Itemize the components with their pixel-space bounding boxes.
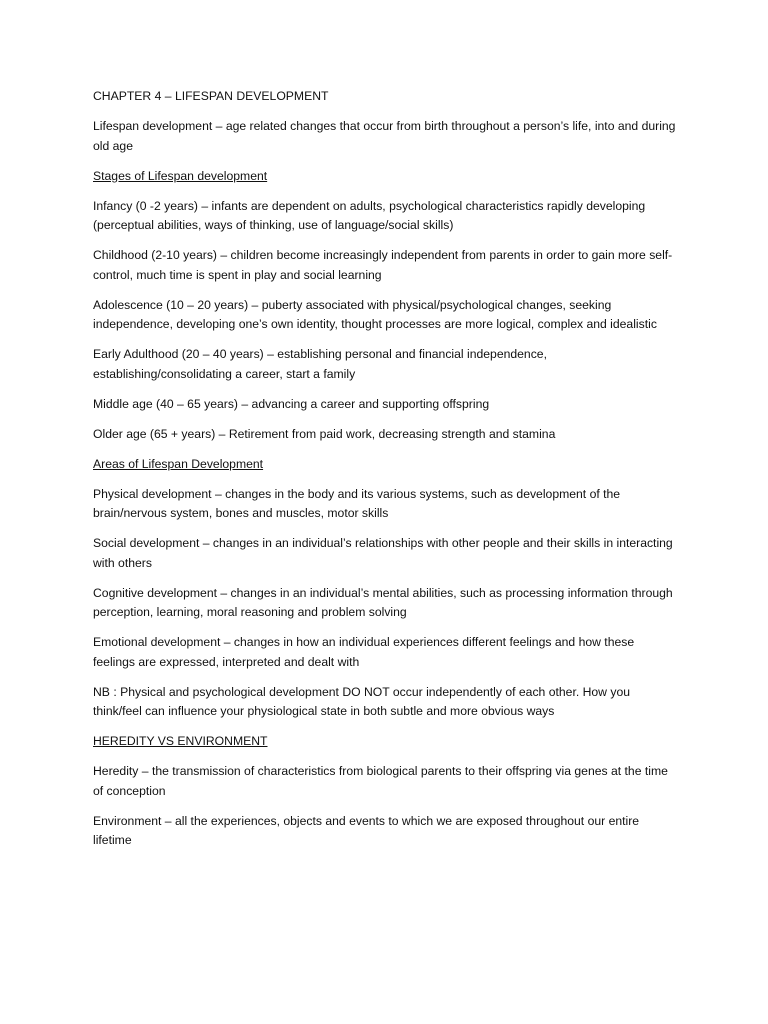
stage-term: Infancy (0 -2 years): [93, 198, 198, 213]
stage-term: Adolescence (10 – 20 years): [93, 297, 249, 312]
area-text: – changes in an individual’s relationships with other people and their skills in interacting with others: [93, 536, 673, 570]
stage-item: [93, 345, 678, 384]
area-term: Physical development: [93, 486, 212, 501]
heredity-text: – the transmission of characteristics from biological parents to their offspring via genes at the time of conception: [93, 764, 668, 798]
area-item: [93, 485, 678, 524]
nb-emphasis: DO NOT: [342, 684, 390, 699]
stage-term: Older age (65 + years): [93, 426, 216, 441]
heredity-heading: HEREDITY VS ENVIRONMENT: [93, 734, 268, 748]
stage-text: – advancing a career and supporting offspring: [237, 396, 490, 411]
stage-text: – Retirement from paid work, decreasing strength and stamina: [215, 426, 556, 441]
intro-definition: [93, 117, 678, 156]
environment-item: [93, 812, 678, 851]
area-item: [93, 633, 678, 672]
stage-item: [93, 296, 678, 335]
stage-text: – establishing personal and financial independence, establishing/consolidating a career, start a family: [93, 347, 547, 381]
stage-term: Middle age (40 – 65 years): [93, 396, 238, 411]
area-term: Social development: [93, 536, 200, 550]
area-text: – changes in an individual’s mental abilities, such as processing information through perception, learning, moral reasoning and problem solving: [93, 585, 673, 619]
nb-prefix: NB : Physical and psychological development: [93, 684, 343, 699]
area-item: [93, 584, 678, 623]
heredity-item: [93, 762, 678, 801]
stage-item: [93, 246, 678, 285]
area-text: – changes in the body and its various systems, such as development of the brain/nervous system, bones and muscles, motor skills: [93, 486, 621, 520]
stage-text: – children become increasingly independent from parents in order to gain more self- control, much time is spent in play and social learning: [93, 248, 673, 282]
definition-term: Lifespan development: [93, 119, 213, 133]
environment-term: Environment: [93, 813, 162, 828]
stage-text: – puberty associated with physical/psychological changes, seeking independence, developing one’s own identity, thought processes are more logical, complex and idealistic: [93, 297, 657, 331]
nb-text: occur independently of each other. How you think/feel can influence your physiological state in both subtle and more obvious ways: [93, 684, 631, 718]
area-text: – changes in how an individual experiences different feelings and how these feelings are expressed, interpreted and dealt with: [93, 635, 635, 669]
stage-term: Early Adulthood (20 – 40 years): [93, 347, 264, 361]
stage-text: – infants are dependent on adults, psychological characteristics rapidly developing (perceptual abilities, ways of thinking, use of language/social skills): [93, 198, 646, 232]
document-page: [93, 87, 678, 861]
area-term: Cognitive development: [93, 585, 217, 600]
stage-item: [93, 395, 678, 415]
nb-note: [93, 683, 678, 722]
environment-text: – all the experiences, objects and events to which we are exposed throughout our entire lifetime: [93, 813, 640, 847]
stage-item: [93, 197, 678, 236]
areas-heading: Areas of Lifespan Development: [93, 456, 264, 471]
chapter-title: CHAPTER 4 – LIFESPAN DEVELOPMENT: [93, 89, 329, 103]
area-term: Emotional development: [93, 635, 221, 649]
stage-term: Childhood (2-10 years): [93, 248, 217, 262]
stage-item: [93, 425, 678, 445]
stages-heading: Stages of Lifespan development: [93, 168, 268, 183]
definition-text: – age related changes that occur from birth throughout a person’s life, into and during old age: [93, 119, 676, 153]
area-item: [93, 534, 678, 573]
heredity-term: Heredity: [93, 764, 139, 778]
